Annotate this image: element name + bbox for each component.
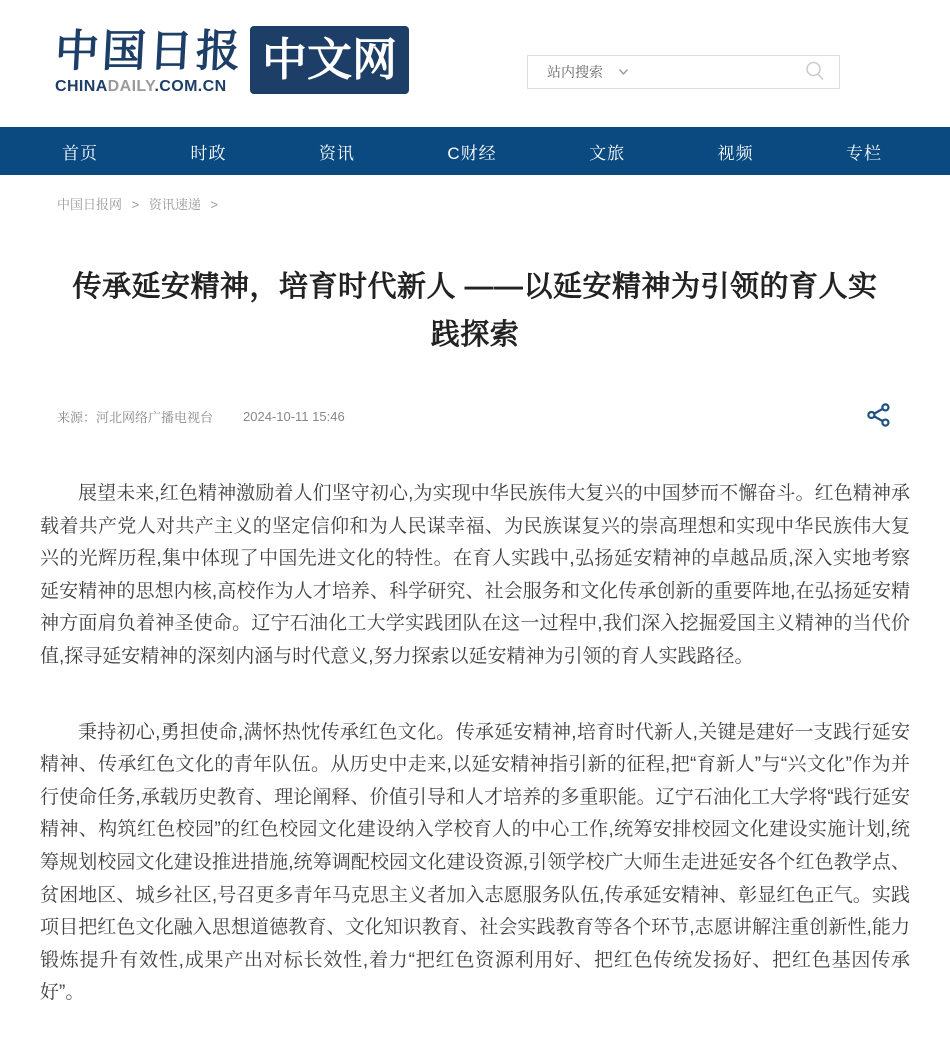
breadcrumb-separator: > [210,197,219,212]
site-header [0,0,950,127]
article-publish-time: 2024-10-11 15:46 [243,409,345,424]
logo-wordmark [55,26,243,96]
main-navigation [0,127,950,175]
search-input[interactable] [639,63,803,81]
nav-item-video[interactable]: 视频 [717,143,754,163]
chevron-down-icon[interactable] [618,68,629,76]
breadcrumb-link-home[interactable]: 中国日报网 [57,197,123,212]
search-icon [803,59,827,86]
nav-item-politics[interactable]: 时政 [190,143,227,163]
breadcrumb-separator: > [131,197,140,212]
breadcrumb [57,194,950,213]
logo-chinese-web-badge: 中文网 [250,26,409,94]
site-search-box[interactable] [527,55,840,89]
article-title: 传承延安精神，培育时代新人 ——以延安精神为引领的育人实践探索 [72,271,878,351]
chinadaily-logo[interactable] [55,26,409,96]
article-paragraph: 展望未来,红色精神激励着人们坚守初心,为实现中华民族伟大复兴的中国梦而不懈奋斗。红色精神承载着共产党人对共产主义的坚定信仰和为人民谋幸福、为民族谋复兴的崇高理想和实现中华民族伟大复兴的光辉历程,集中体现了中国先进文化的特性。在育人实践中,弘扬延安精神的卓越品质,深入实地考察延安精神的思想内核,高校作为人才培养、科学研究、社会服务和文化传承创新的重要阵地,在弘扬延安精神方面肩负着神圣使命。辽宁石油化工大学实践团队在这一过程中,我们深入挖掘爱国主义精神的当代价值,探寻延安精神的深刻内涵与时代意义,努力探索以延安精神为引领的育人实践路径。 [40,483,910,667]
share-icon [865,401,893,432]
article-meta-row [38,401,912,432]
article-body [38,478,912,1010]
logo-calligraphy-text: 中国日报 [53,26,245,77]
article-paragraph: 秉持初心,勇担使命,满怀热忱传承红色文化。传承延安精神,培育时代新人,关键是建好一支践行延安精神、传承红色文化的青年队伍。从历史中走来,以延安精神指引新的征程,把“育新人”与“兴文化”作为并行使命任务,承载历史教育、理论阐释、价值引导和人才培养的多重职能。辽宁石油化工大学将“践行延安精神、构筑红色校园”的红色校园文化建设纳入学校育人的中心工作,统筹安排校园文化建设实施计划,统筹规划校园文化建设推进措施,统筹调配校园文化建设资源,引领学校广大师生走进延安各个红色教学点、贫困地区、城乡社区,号召更多青年马克思主义者加入志愿服务队伍,传承延安精神、彰显红色正气。实践项目把红色文化融入思想道德教育、文化知识教育、社会实践教育等各个环节,志愿讲解注重创新性,能力锻炼提升有效性,成果产出对标长效性,着力“把红色资源利用好、把红色传统发扬好、把红色基因传承好”。 [40,721,910,1004]
search-button[interactable] [803,59,839,86]
logo-domain-text: CHINADAILY.COM.CN [55,78,227,95]
share-button[interactable] [865,401,893,432]
nav-item-home[interactable]: 首页 [62,143,98,163]
nav-item-columns[interactable]: 专栏 [846,143,882,163]
nav-item-finance[interactable]: C财经 [447,143,497,163]
nav-item-news[interactable]: 资讯 [318,143,355,163]
article-container [0,263,950,1010]
article-source: 来源：河北网络广播电视台 [57,410,214,425]
nav-item-culture-travel[interactable]: 文旅 [589,143,626,163]
breadcrumb-link-section[interactable]: 资讯速递 [148,197,201,212]
search-scope-label[interactable]: 站内搜索 [547,64,603,80]
